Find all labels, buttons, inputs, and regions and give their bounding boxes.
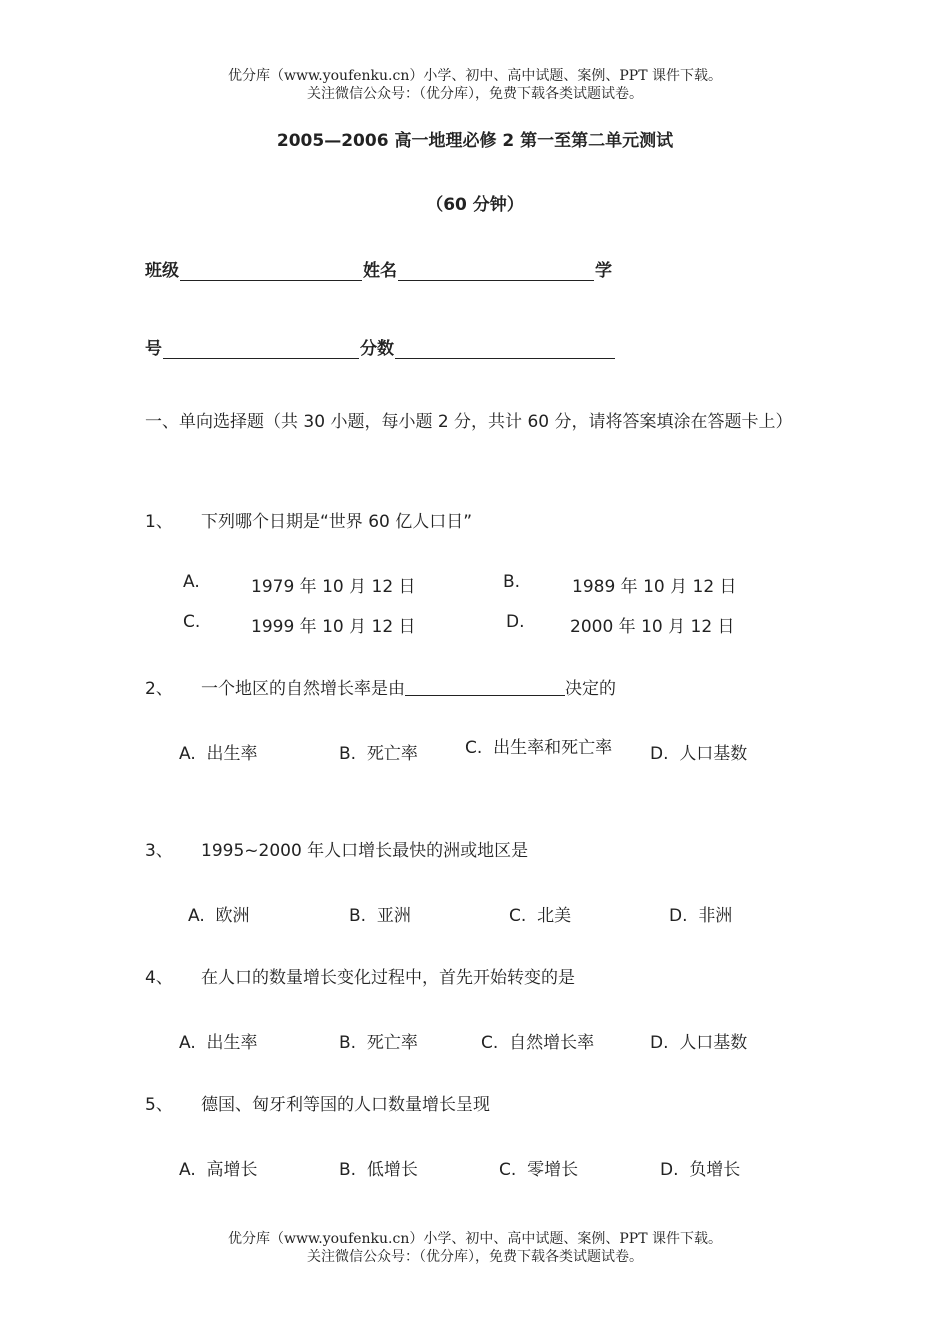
student-no-field[interactable]	[163, 340, 359, 359]
q3-option-a-letter: A.	[188, 906, 205, 926]
q5-option-a	[179, 1155, 258, 1180]
q2-option-d-text: 人口基数	[679, 744, 748, 764]
q4-option-d	[650, 1028, 747, 1053]
q3-option-a	[188, 901, 250, 926]
q4-option-c-text: 自然增长率	[509, 1033, 595, 1053]
q1-option-c-letter: C.	[183, 612, 201, 632]
class-field[interactable]	[180, 262, 362, 281]
question-2-text-after: 决定的	[565, 679, 616, 699]
name-label: 姓名	[363, 261, 397, 281]
exam-duration: （60 分钟）	[426, 195, 524, 215]
q3-option-c-text: 北美	[537, 906, 572, 926]
q5-option-a-letter: A.	[179, 1160, 196, 1180]
q5-option-c	[499, 1155, 578, 1180]
question-2-text-before: 一个地区的自然增长率是由	[201, 679, 405, 699]
q2-option-b	[339, 739, 418, 764]
q4-option-b	[339, 1028, 418, 1053]
q3-option-d-text: 非洲	[698, 906, 733, 926]
page-footer	[0, 1230, 950, 1266]
q1-option-c-text: 1999 年 10 月 12 日	[251, 617, 416, 637]
q3-option-d	[669, 901, 732, 926]
q5-option-c-text: 零增长	[527, 1160, 579, 1180]
q4-option-c-letter: C.	[481, 1033, 499, 1053]
q1-option-a-text: 1979 年 10 月 12 日	[251, 577, 416, 597]
q1-option-d-letter: D.	[506, 612, 525, 632]
question-4-number: 4、	[145, 968, 173, 988]
header-line-2: 关注微信公众号：（优分库），免费下载各类试题试卷。	[307, 86, 643, 102]
q4-option-d-letter: D.	[650, 1033, 669, 1053]
q2-option-d-letter: D.	[650, 744, 669, 764]
q2-option-c	[465, 730, 625, 766]
q2-option-c-letter: C.	[465, 738, 483, 758]
q3-option-a-text: 欧洲	[215, 906, 250, 926]
q3-option-b-text: 亚洲	[376, 906, 411, 926]
page-header	[0, 67, 950, 103]
q5-option-d-letter: D.	[660, 1160, 679, 1180]
student-no-label-part1: 学	[595, 261, 612, 281]
question-2-blank[interactable]	[405, 677, 565, 696]
q1-option-b-letter: B.	[503, 572, 521, 592]
q1-option-d-text: 2000 年 10 月 12 日	[570, 617, 735, 637]
q5-option-c-letter: C.	[499, 1160, 517, 1180]
q2-option-d	[650, 739, 747, 764]
class-label: 班级	[145, 261, 179, 281]
question-3-text: 1995~2000 年人口增长最快的洲或地区是	[201, 841, 529, 861]
q2-option-b-text: 死亡率	[366, 744, 418, 764]
form-line-2	[145, 334, 616, 359]
question-5-number: 5、	[145, 1095, 173, 1115]
q3-option-b	[349, 901, 411, 926]
q2-option-a	[179, 739, 258, 764]
header-line-1: 优分库（www.youfenku.cn）小学、初中、高中试题、案例、PPT 课件下载。	[227, 68, 722, 84]
q5-option-a-text: 高增长	[206, 1160, 258, 1180]
q4-option-a-text: 出生率	[206, 1033, 258, 1053]
footer-line-1: 优分库（www.youfenku.cn）小学、初中、高中试题、案例、PPT 课件下载。	[227, 1231, 722, 1247]
q4-option-b-letter: B.	[339, 1033, 357, 1053]
score-label: 分数	[360, 339, 394, 359]
section-heading: 一、单向选择题（共 30 小题，每小题 2 分，共计 60 分，请将答案填涂在答题卡上）	[145, 412, 793, 432]
exam-title: 2005—2006 高一地理必修 2 第一至第二单元测试	[276, 131, 674, 151]
question-5-text: 德国、匈牙利等国的人口数量增长呈现	[201, 1095, 490, 1115]
q2-option-b-letter: B.	[339, 744, 357, 764]
q5-option-d	[660, 1155, 740, 1180]
question-3-number: 3、	[145, 841, 173, 861]
q4-option-a-letter: A.	[179, 1033, 196, 1053]
q5-option-d-text: 负增长	[689, 1160, 741, 1180]
q4-option-d-text: 人口基数	[679, 1033, 748, 1053]
q3-option-d-letter: D.	[669, 906, 688, 926]
q3-option-b-letter: B.	[349, 906, 367, 926]
q5-option-b	[339, 1155, 418, 1180]
question-1-text: 下列哪个日期是“世界 60 亿人口日”	[201, 512, 473, 532]
q1-option-a-letter: A.	[183, 572, 200, 592]
question-1-number: 1、	[145, 512, 173, 532]
q2-option-a-text: 出生率	[206, 744, 258, 764]
q4-option-b-text: 死亡率	[366, 1033, 418, 1053]
footer-line-2: 关注微信公众号：（优分库），免费下载各类试题试卷。	[307, 1249, 643, 1265]
question-4-text: 在人口的数量增长变化过程中，首先开始转变的是	[201, 968, 575, 988]
q4-option-a	[179, 1028, 258, 1053]
q4-option-c	[481, 1028, 594, 1053]
student-no-label-part2: 号	[145, 339, 162, 359]
q3-option-c	[509, 901, 571, 926]
q2-option-c-text: 出生率和死亡率	[493, 738, 613, 758]
q5-option-b-letter: B.	[339, 1160, 357, 1180]
name-field[interactable]	[398, 262, 594, 281]
q5-option-b-text: 低增长	[366, 1160, 418, 1180]
score-field[interactable]	[395, 340, 615, 359]
question-2-number: 2、	[145, 679, 173, 699]
q1-option-b-text: 1989 年 10 月 12 日	[572, 577, 737, 597]
q2-option-a-letter: A.	[179, 744, 196, 764]
form-line-1	[145, 256, 612, 281]
q3-option-c-letter: C.	[509, 906, 527, 926]
question-2-text	[201, 674, 616, 699]
